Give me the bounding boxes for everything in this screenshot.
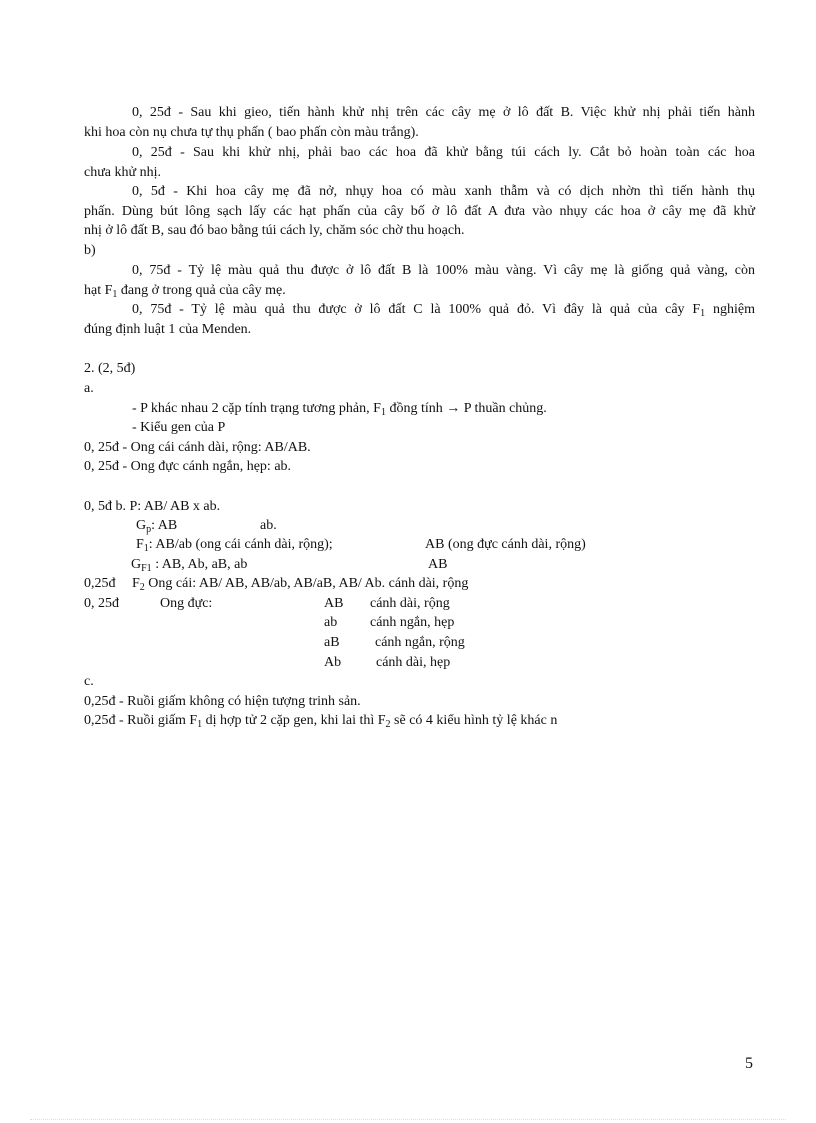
male-phenotype: cánh ngắn, hẹp [370,615,455,630]
male-genotype: AB [324,596,344,611]
section-a-label: a. [84,381,94,396]
answer-2c-line-2: 0,25đ - Ruồi giấm $F_1$ dị hợp tử 2 cặp gen, khi lai thì $F_2$ sẽ có 4 kiểu hình tỷ lệ khác n [84,713,558,730]
male-genotype: aB [324,635,340,650]
answer-1c-line-1: 0, 5đ - Khi hoa cây mẹ đã nở, nhụy hoa có màu xanh thẫm và có dịch nhờn thì tiến hành thụ [132,184,755,199]
f2-male-label: Ong đực: [160,596,213,611]
f2-score: 0,25đ [84,576,116,591]
answer-1b-line-2: chưa khử nhị. [84,165,161,180]
page-bottom-divider [30,1119,786,1120]
f2-female-line: $F_2$ Ong cái: AB/ AB, AB/ab, AB/aB, AB/ Ab. cánh dài, rộng [132,576,469,593]
gametes-f1-male: AB [428,557,448,572]
answer-2a-line-1: - P khác nhau 2 cặp tính trạng tương phản, $F_1$ đồng tính → P thuần chủng. [132,401,547,418]
answer-1e-line-2: đúng định luật 1 của Menden. [84,322,252,337]
answer-2a-line-4: 0, 25đ - Ong đực cánh ngắn, hẹp: ab. [84,459,292,474]
answer-1d-line-1: 0, 75đ - Tỷ lệ màu quả thu được ở lô đất B là 100% màu vàng. Vì cây mẹ là giống quả vàng, còn [132,263,755,278]
answer-1a-line-2: khi hoa còn nụ chưa tự thụ phấn ( bao phấn còn màu trắng). [84,125,419,140]
male-genotype: Ab [324,655,342,670]
male-phenotype: cánh ngắn, rộng [375,635,465,650]
answer-2c-line-1: 0,25đ - Ruồi giấm không có hiện tượng trinh sản. [84,694,361,709]
f2-male-score: 0, 25đ [84,596,119,611]
gametes-p-male: ab. [260,518,277,533]
gametes-p: $G_p$: AB [136,518,178,535]
answer-1a-line-1: 0, 25đ - Sau khi gieo, tiến hành khử nhị trên các cây mẹ ở lô đất B. Việc khử nhị phải tiến hành [132,105,755,120]
answer-2a-line-3: 0, 25đ - Ong cái cánh dài, rộng: AB/AB. [84,440,311,455]
answer-1c-line-2: phấn. Dùng bút lông sạch lấy các hạt phấn của cây bố ở lô đất A đưa vào nhụy các hoa ở cây mẹ đã khử [84,204,755,219]
male-phenotype: cánh dài, rộng [370,596,450,611]
male-phenotype: cánh dài, hẹp [376,655,451,670]
male-genotype: ab [324,615,338,630]
page-number: 5 [745,1055,753,1072]
f1-male-offspring: AB (ong đực cánh dài, rộng) [425,537,586,552]
question-2-heading: 2. (2, 5đ) [84,361,136,376]
answer-1c-line-3: nhị ở lô đất B, sau đó bao bằng túi cách ly, chăm sóc chờ thu hoạch. [84,223,465,238]
answer-1e-line-1: 0, 75đ - Tỷ lệ màu quả thu được ở lô đất C là 100% quả đỏ. Vì đây là quả của cây $F_1$ nghiệm [132,302,755,319]
answer-2a-line-2: - Kiểu gen của P [132,420,226,435]
answer-1d-line-2: hạt $F_1$ đang ở trong quả của cây mẹ. [84,283,286,300]
section-b-label: b) [84,243,96,258]
gametes-f1: $G_{F1}$ : AB, Ab, aB, ab [131,557,248,574]
f1-offspring: $F_1$: AB/ab (ong cái cánh dài, rộng); [136,537,333,554]
answer-2b-cross: 0, 5đ b. P: AB/ AB x ab. [84,499,221,514]
section-c-label: c. [84,674,94,689]
answer-1b-line-1: 0, 25đ - Sau khi khử nhị, phải bao các hoa đã khử bằng túi cách ly. Cắt bỏ hoàn toàn các hoa [132,145,755,160]
